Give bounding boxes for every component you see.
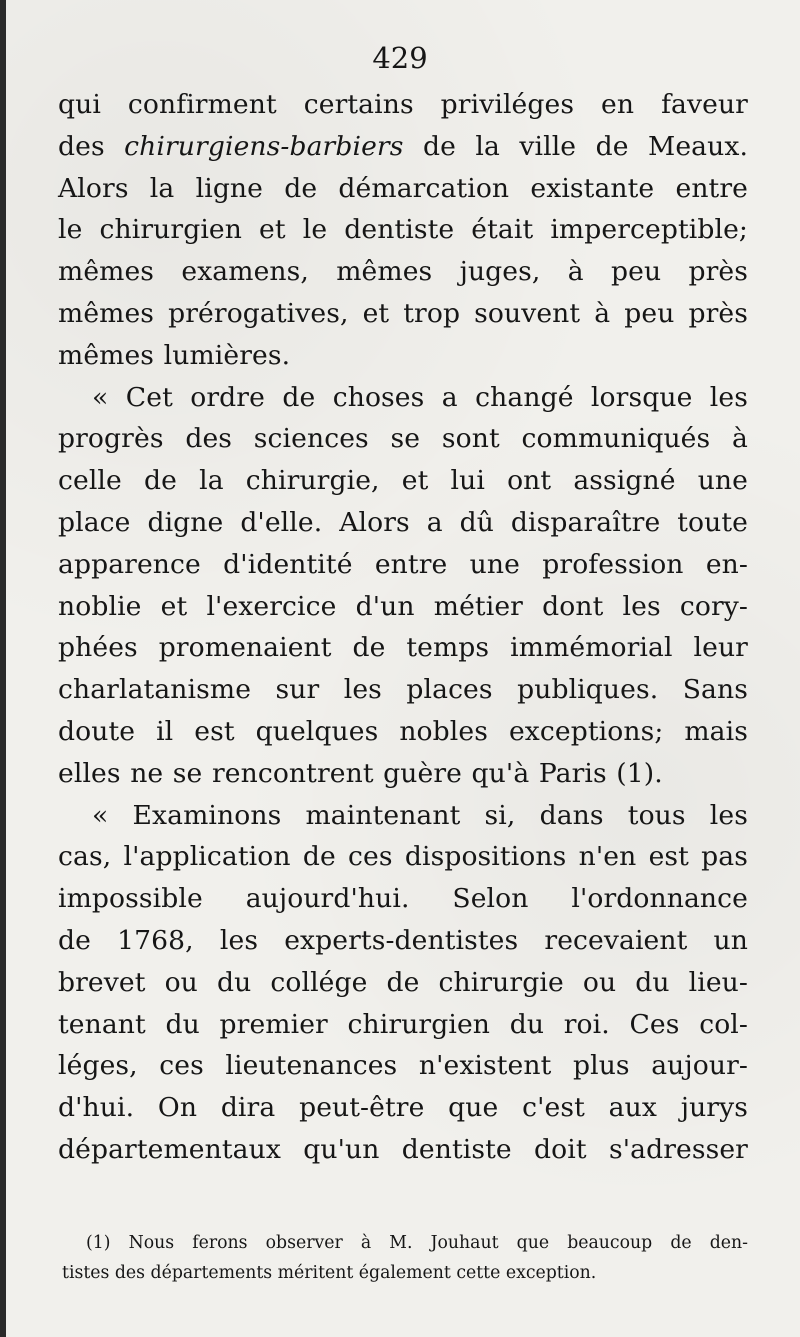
text-segment: mêmes lumières. <box>58 339 291 371</box>
footnote-line: tistes des départements méritent également cette exception. <box>62 1263 597 1283</box>
text-segment: tenant du premier chirurgien du roi. Ces col- <box>58 1008 748 1040</box>
text-line <box>58 795 748 837</box>
text-segment: Alors la ligne de démarcation existante entre <box>58 172 748 204</box>
text-line <box>58 418 748 460</box>
text-segment: cas, l'application de ces dispositions n'en est pas <box>58 841 748 873</box>
text-line <box>58 711 748 753</box>
page-number: 429 <box>372 41 428 75</box>
text-line <box>58 962 748 1004</box>
text-line <box>58 878 748 920</box>
text-line <box>58 335 748 377</box>
text-segment: mêmes examens, mêmes juges, à peu près <box>58 256 748 288</box>
text-segment: charlatanisme sur les places publiques. Sans <box>58 674 748 706</box>
page-edge-shadow <box>0 0 6 1337</box>
footnote <box>62 1228 748 1288</box>
text-line <box>58 168 748 210</box>
text-segment: départementaux qu'un dentiste doit s'adresser <box>58 1133 748 1165</box>
text-line <box>58 251 748 293</box>
text-line <box>58 293 748 335</box>
text-segment: qui confirment certains priviléges en faveur <box>58 89 748 120</box>
text-segment: doute il est quelques nobles exceptions; mais <box>58 715 748 747</box>
text-segment: place digne d'elle. Alors a dû disparaître toute <box>58 506 748 538</box>
text-line <box>58 126 748 168</box>
text-line <box>58 1004 748 1046</box>
text-segment: noblie et l'exercice d'un métier dont les cory- <box>58 590 748 622</box>
text-segment: brevet ou du collége de chirurgie ou du lieu- <box>58 966 748 998</box>
text-line <box>58 209 748 251</box>
text-segment: « Cet ordre de choses a changé lorsque les <box>92 381 748 413</box>
text-line <box>58 1129 748 1171</box>
text-segment: apparence d'identité entre une profession en- <box>58 548 748 580</box>
text-segment: impossible aujourd'hui. Selon l'ordonnance <box>58 883 748 915</box>
text-segment: elles ne se rencontrent guère qu'à Paris (1). <box>58 757 663 789</box>
text-line <box>58 920 748 962</box>
text-segment: de la ville de Meaux. <box>403 130 749 162</box>
text-line <box>58 753 748 795</box>
italic-text-segment: chirurgiens-barbiers <box>124 130 404 162</box>
footnote-line: (1) Nous ferons observer à M. Jouhaut que beaucoup de den- <box>86 1233 748 1253</box>
text-line <box>58 502 748 544</box>
text-line <box>58 84 748 126</box>
text-segment: celle de la chirurgie, et lui ont assigné une <box>58 465 748 497</box>
text-segment: « Examinons maintenant si, dans tous les <box>92 799 748 831</box>
text-segment: phées promenaient de temps immémorial leur <box>58 632 748 664</box>
text-segment: d'hui. On dira peut-être que c'est aux jurys <box>58 1092 748 1124</box>
text-line <box>58 669 748 711</box>
text-segment: progrès des sciences se sont communiqués à <box>58 423 748 455</box>
text-segment: des <box>58 130 125 162</box>
text-line <box>58 1087 748 1129</box>
text-segment: le chirurgien et le dentiste était imperceptible; <box>58 214 748 246</box>
text-line <box>58 586 748 628</box>
text-line <box>58 544 748 586</box>
body-text <box>58 84 748 1171</box>
text-line <box>58 377 748 419</box>
text-line <box>58 627 748 669</box>
text-line <box>58 460 748 502</box>
text-line <box>58 1045 748 1087</box>
text-line <box>58 836 748 878</box>
text-segment: de 1768, les experts-dentistes recevaient un <box>58 924 748 956</box>
text-segment: mêmes prérogatives, et trop souvent à peu près <box>58 297 748 329</box>
text-segment: léges, ces lieutenances n'existent plus aujour- <box>58 1050 748 1082</box>
